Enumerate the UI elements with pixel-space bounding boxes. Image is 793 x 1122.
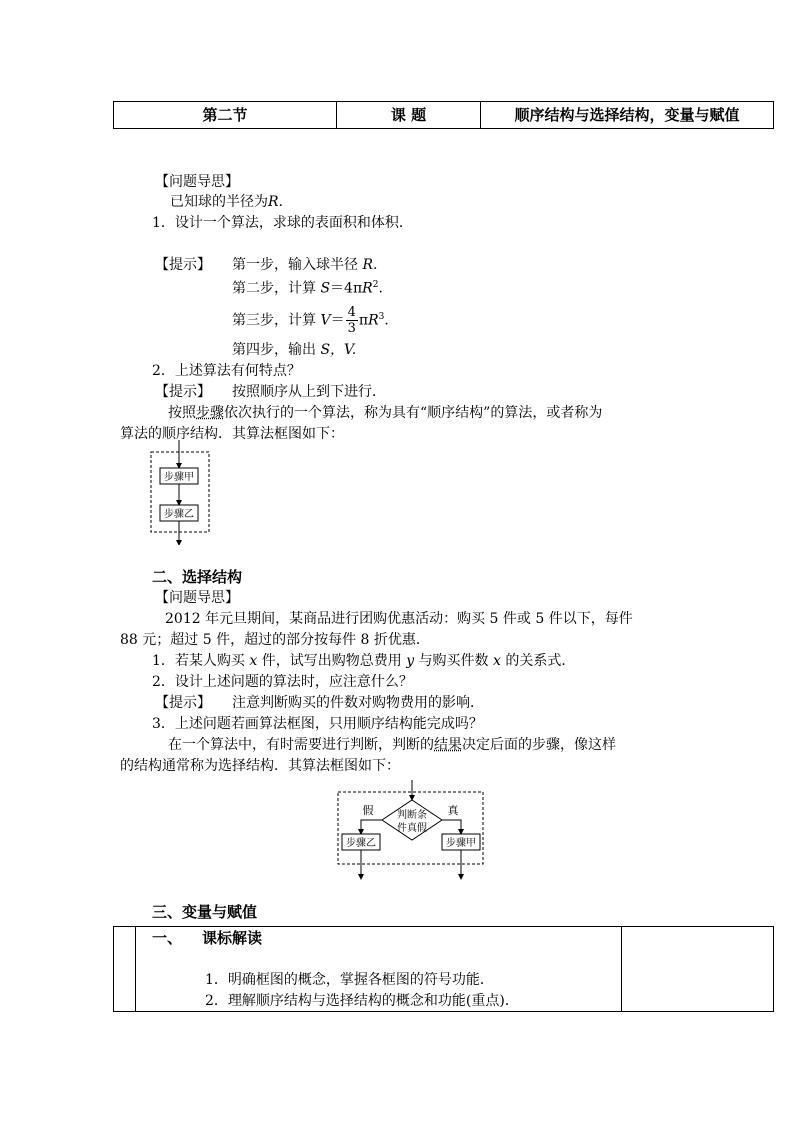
guide-heading-1: 【问题导思】 <box>155 174 239 190</box>
step-box-2-label: 步骤乙 <box>164 509 194 520</box>
var-x: x <box>249 653 258 669</box>
question-2: 2．上述算法有何特点？ <box>152 363 301 379</box>
decision-line-2: 件真假 <box>397 823 427 834</box>
step-4-text: 第四步，输出 <box>232 342 316 358</box>
hint-label-1: 【提示】 <box>155 257 211 273</box>
true-branch-line <box>442 820 461 832</box>
para-text-b: 依次执行的一个算法，称为具有“顺序结构”的算法，或者称为 <box>224 405 603 421</box>
step-2-end: . <box>378 280 383 297</box>
question-2-2: 2．设计上述问题的算法时，应注意什么？ <box>152 674 413 690</box>
topic-title-cell: 顺序结构与选择结构，变量与赋值 <box>481 102 774 129</box>
standards-table <box>113 926 774 1012</box>
hint-2: 按照顺序从上到下进行． <box>232 384 386 400</box>
step-3-fraction <box>346 305 358 336</box>
true-label: 真 <box>447 804 459 817</box>
fraction-num: 4 <box>347 305 356 321</box>
header-table <box>113 101 774 129</box>
standard-item-1: 1．明确框图的概念，掌握各框图的符号功能． <box>205 972 494 988</box>
step-2 <box>232 276 383 298</box>
step-3-var: V <box>320 312 331 329</box>
false-branch-line <box>361 820 382 832</box>
hint-3: 注意判断购买的件数对购物费用的影响． <box>232 695 484 711</box>
sequence-flowchart <box>145 440 215 545</box>
question-1: 1．设计一个算法，求球的表面积和体积． <box>152 215 413 231</box>
question-2-1 <box>152 652 575 670</box>
var-x-2: x <box>493 653 501 669</box>
step-3-end: . <box>384 312 389 329</box>
false-label: 假 <box>362 804 374 817</box>
q-text-d: 的关系式． <box>505 653 576 669</box>
table-left-cell <box>114 927 136 1012</box>
step-2-r: R <box>362 280 373 297</box>
para-underlined: 步骤 <box>196 405 224 421</box>
para3-underlined: 结果 <box>434 737 462 753</box>
step-3-text: 第三步，计算 <box>232 312 316 329</box>
selection-para-2: 的结构通常称为选择结构．其算法框图如下： <box>120 758 400 774</box>
step-3-r: R <box>368 312 379 329</box>
box-left-label: 步骤乙 <box>346 838 376 849</box>
step-3-eq: ＝ <box>330 312 345 329</box>
topic-label-cell: 课 题 <box>337 102 481 129</box>
step-3-pi: π <box>358 312 369 329</box>
var-y: y <box>406 653 415 669</box>
given-text <box>170 193 283 211</box>
fraction-den: 3 <box>347 321 356 337</box>
table-main-cell <box>136 927 622 1012</box>
step-2-sup: 2 <box>372 280 379 290</box>
selection-flowchart <box>330 780 490 880</box>
step-2-eq: ＝4π <box>330 280 363 297</box>
guide-heading-2: 【问题导思】 <box>155 590 239 606</box>
step-4-vars: S，V. <box>320 342 357 358</box>
table-heading-num: 一、 <box>152 929 183 947</box>
hint-label-3: 【提示】 <box>155 695 211 711</box>
sequence-para-2: 算法的顺序结构．其算法框图如下： <box>120 426 344 442</box>
step-3 <box>232 302 389 336</box>
step-3-sup: 3 <box>378 312 385 322</box>
para-text-a: 按照 <box>168 405 196 421</box>
question-2-3: 3．上述问题若画算法框图，只用顺序结构能完成吗？ <box>152 716 483 732</box>
step-1-var: R. <box>362 257 378 273</box>
q-text-c: 与购买件数 <box>418 653 489 669</box>
step-1 <box>232 256 377 274</box>
para3-text-a: 在一个算法中，有时需要进行判断，判断的 <box>168 737 434 753</box>
given-var: R. <box>268 194 283 210</box>
step-1-text: 第一步，输入球半径 <box>232 257 358 273</box>
q-text-b: 件，试写出购物总费用 <box>261 653 402 669</box>
promo-para-1: 2012 年元旦期间，某商品进行团购优惠活动：购买 5 件或 5 件以下，每件 <box>165 611 633 627</box>
selection-para-1 <box>168 736 616 754</box>
decision-line-1: 判断条 <box>397 810 427 821</box>
para3-text-b: 决定后面的步骤，像这样 <box>462 737 616 753</box>
step-2-var: S <box>320 280 331 297</box>
table-heading: 课标解读 <box>202 929 263 947</box>
section-2-heading: 二、选择结构 <box>152 568 243 586</box>
section-3-heading: 三、变量与赋值 <box>152 903 258 921</box>
table-right-cell <box>622 927 774 1012</box>
q-text-a: 1．若某人购买 <box>152 653 245 669</box>
step-box-1-label: 步骤甲 <box>164 472 194 483</box>
step-2-text: 第二步，计算 <box>232 280 316 297</box>
given-label: 已知球的半径为 <box>170 194 268 210</box>
hint-label-2: 【提示】 <box>155 384 211 400</box>
standard-item-2: 2．理解顺序结构与选择结构的概念和功能(重点)． <box>205 993 519 1009</box>
promo-para-2: 88 元；超过 5 件，超过的部分按每件 8 折优惠． <box>120 632 430 648</box>
section-cell: 第二节 <box>114 102 337 129</box>
step-4 <box>232 341 356 359</box>
box-right-label: 步骤甲 <box>446 838 476 849</box>
sequence-para <box>168 404 602 422</box>
